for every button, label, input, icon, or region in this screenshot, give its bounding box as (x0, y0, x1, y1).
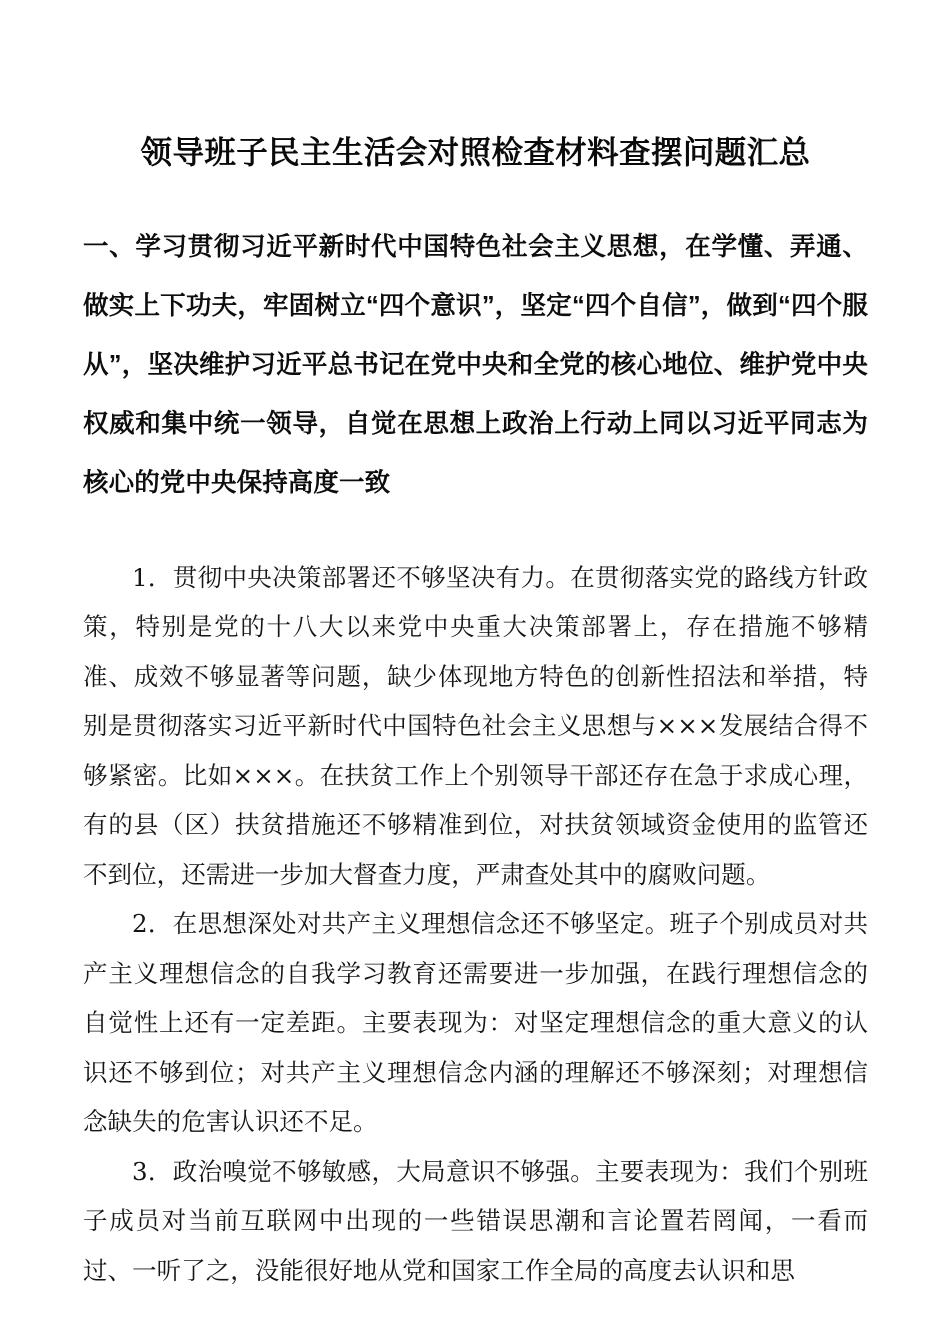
page-title: 领导班子民主生活会对照检查材料查摆问题汇总 (140, 134, 811, 171)
section-heading-one: 一、学习贯彻习近平新时代中国特色社会主义思想，在学懂、弄通、做实上下功夫，牢固树立“四个意识”，坚定“四个自信”，做到“四个服从”，坚决维护习近平总书记在党中央和全党的核心地位、维护党中央权威和集中统一领导，自觉在思想上政治上行动上同以习近平同志为核心的党中央保持高度一致 (83, 232, 868, 497)
body-paragraph-2: 2．在思想深处对共产主义理想信念还不够坚定。班子个别成员对共产主义理想信念的自我学习教育还需要进一步加强，在践行理想信念的自觉性上还有一定差距。主要表现为：对坚定理想信念的重大意义的认识还不够到位；对共产主义理想信念内涵的理解还不够深刻；对理想信念缺失的危害认识还不足。 (83, 909, 868, 1137)
body-paragraph-1: 1．贯彻中央决策部署还不够坚决有力。在贯彻落实党的路线方针政策，特别是党的十八大以来党中央重大决策部署上，存在措施不够精准、成效不够显著等问题，缺少体现地方特色的创新性招法和举措，特别是贯彻落实习近平新时代中国特色社会主义思想与×××发展结合得不够紧密。比如×××。在扶贫工作上个别领导干部还存在急于求成心理，有的县（区）扶贫措施还不够精准到位，对扶贫领域资金使用的监管还不到位，还需进一步加大督查力度，严肃查处其中的腐败问题。 (83, 562, 868, 889)
document-content-column (83, 0, 868, 1295)
body-paragraph-3: 3．政治嗅觉不够敏感，大局意识不够强。主要表现为：我们个别班子成员对当前互联网中出现的一些错误思潮和言论置若罔闻，一看而过、一听了之，没能很好地从党和国家工作全局的高度去认识和思 (83, 1156, 868, 1285)
